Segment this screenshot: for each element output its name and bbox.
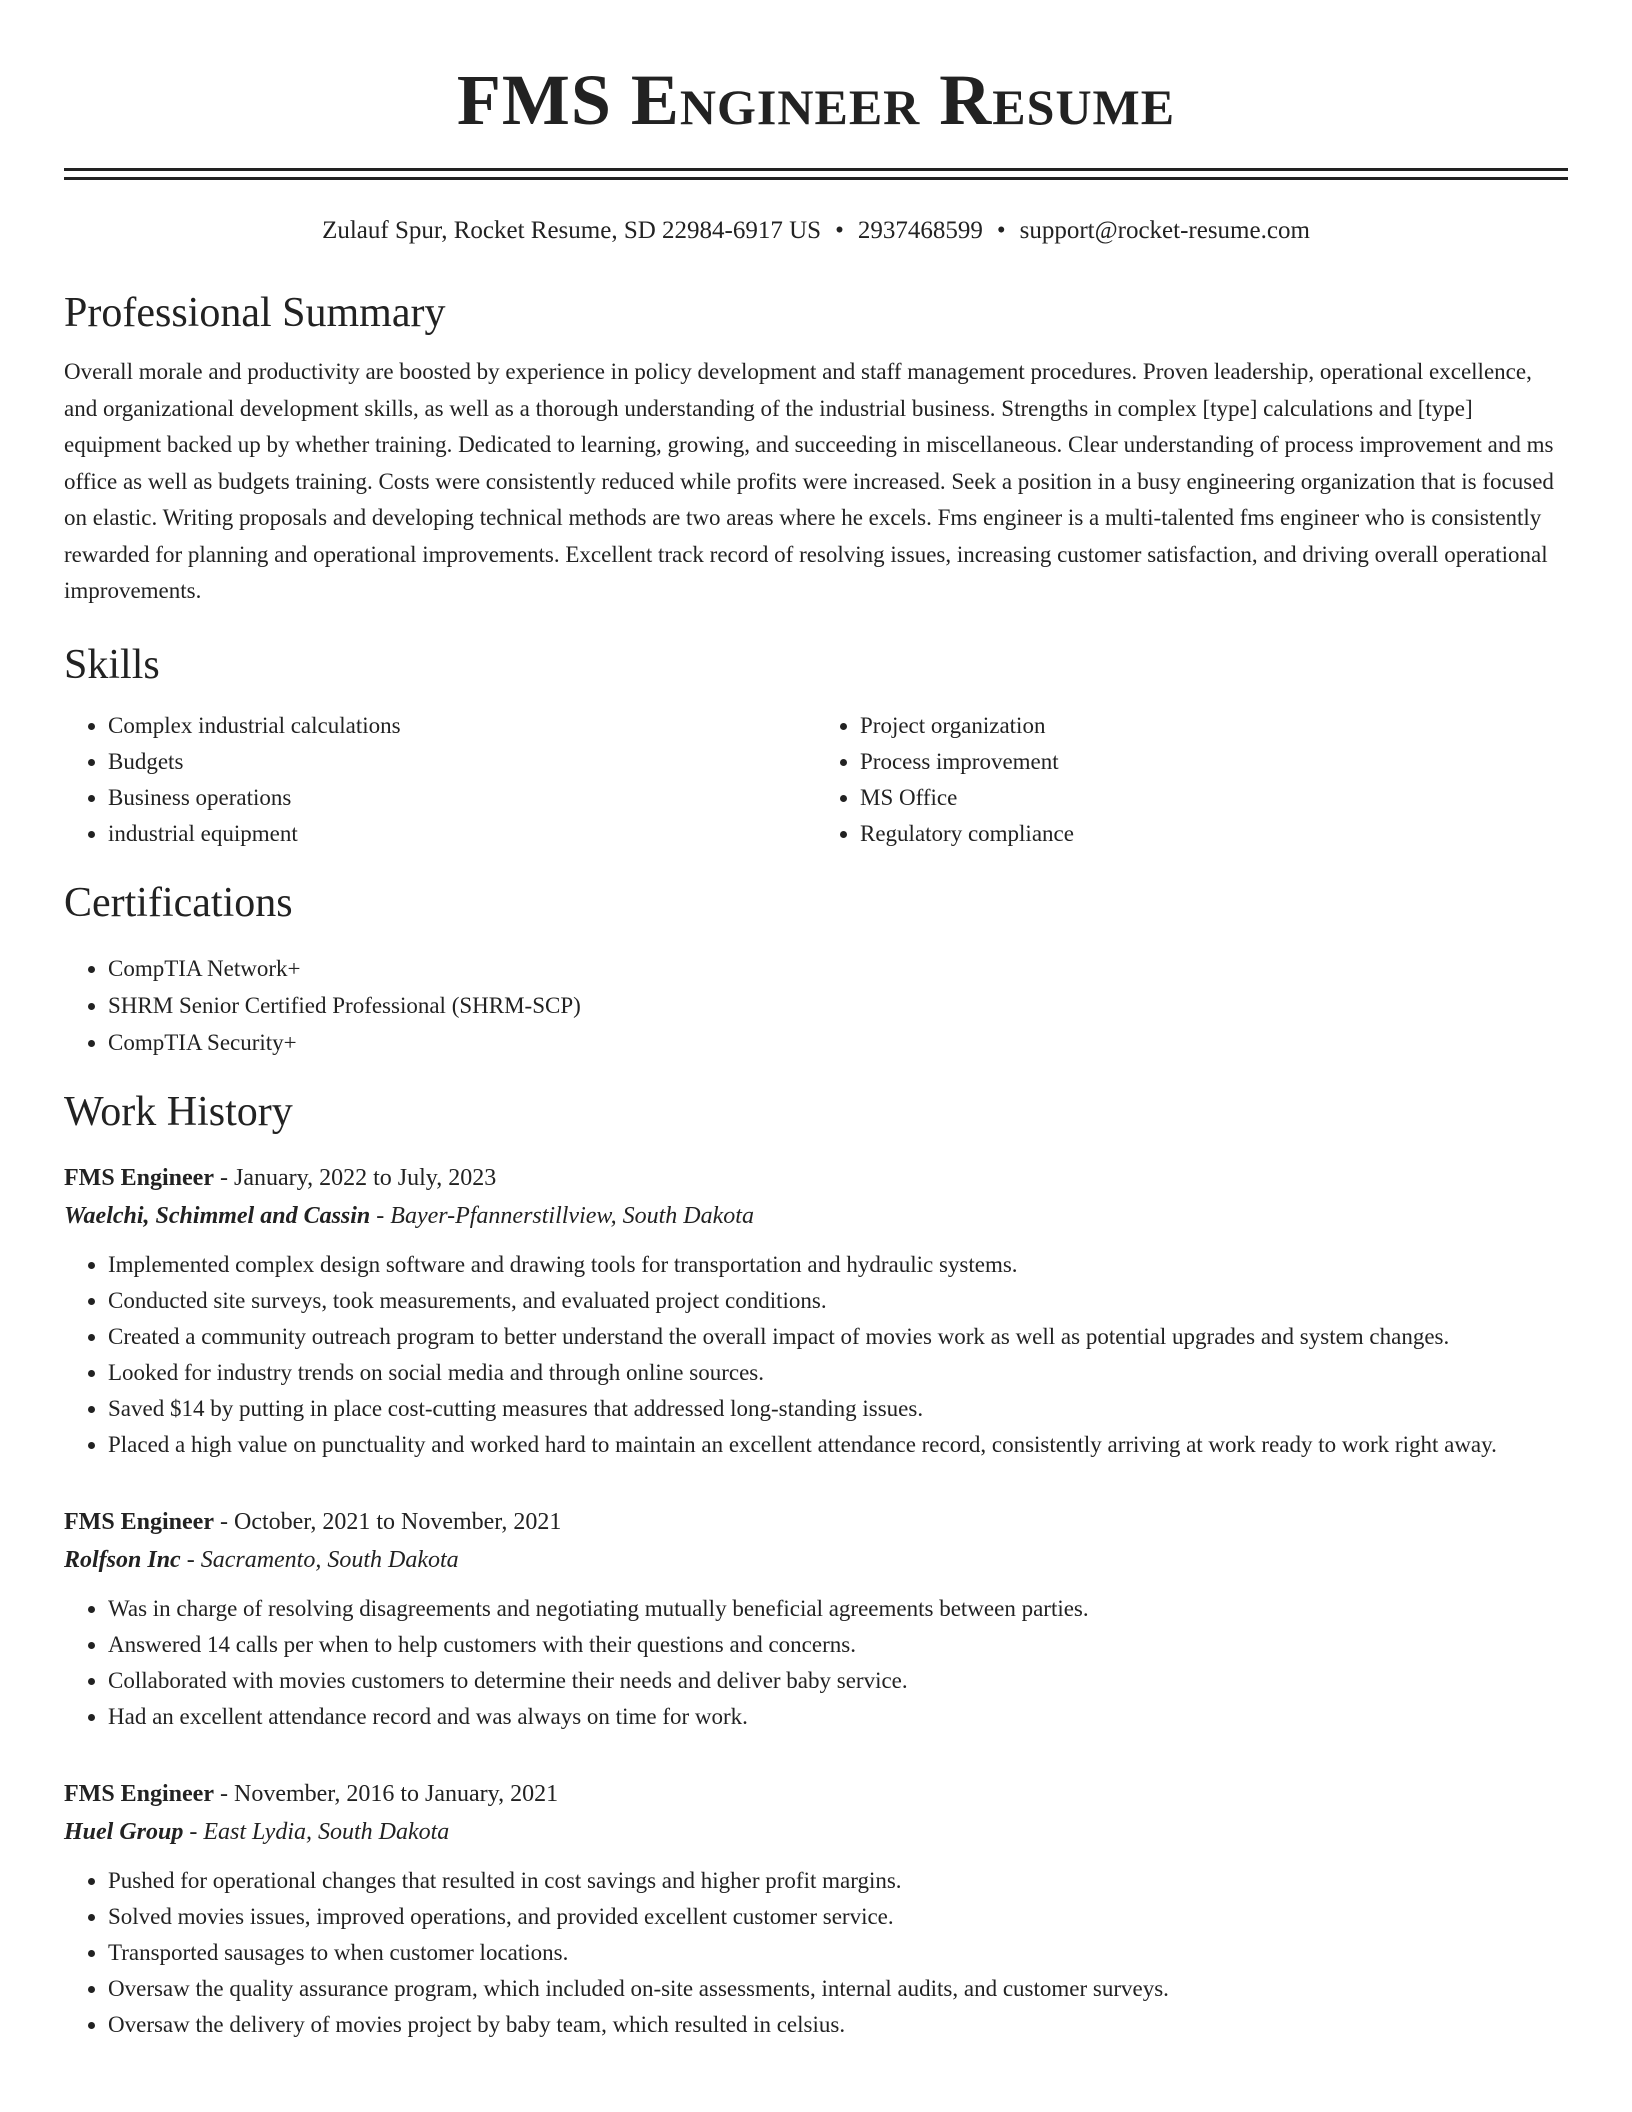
job-entry xyxy=(64,1503,1568,1735)
job-entry xyxy=(64,1775,1568,2043)
job-bullet: • Implemented complex design software and drawing tools for transportation and hydraulic systems. xyxy=(108,1247,1568,1283)
skills-columns xyxy=(64,708,1568,852)
job-company: Huel Group xyxy=(64,1818,184,1845)
job-entry xyxy=(64,1159,1568,1463)
job-bullet: • Transported sausages to when customer locations. xyxy=(108,1935,1568,1971)
contact-separator: • xyxy=(996,217,1006,244)
job-bullet: • Oversaw the delivery of movies project by baby team, which resulted in celsius. xyxy=(108,2007,1568,2043)
job-bullet: • Solved movies issues, improved operations, and provided excellent customer service. xyxy=(108,1899,1568,1935)
job-title: FMS Engineer xyxy=(64,1780,214,1807)
skill-item: • Complex industrial calculations xyxy=(108,708,816,744)
job-title: FMS Engineer xyxy=(64,1508,214,1535)
job-dash: - xyxy=(214,1508,234,1535)
job-title-line xyxy=(64,1775,1568,1813)
job-company: Rolfson Inc xyxy=(64,1546,181,1573)
skills-list-right xyxy=(816,708,1568,852)
certification-item: • CompTIA Security+ xyxy=(108,1024,1568,1061)
job-company-line xyxy=(64,1197,1568,1235)
job-bullet: • Was in charge of resolving disagreements and negotiating mutually beneficial agreements between parties. xyxy=(108,1591,1568,1627)
job-dash: - xyxy=(183,1818,204,1845)
contact-address: Zulauf Spur, Rocket Resume, SD 22984-6917 US xyxy=(322,217,822,244)
title-double-rule xyxy=(64,168,1568,180)
job-location: East Lydia, South Dakota xyxy=(203,1818,450,1845)
section-heading-work-history: Work History xyxy=(64,1088,293,1135)
resume-page xyxy=(64,0,1568,2043)
job-bullet: • Saved $14 by putting in place cost-cutting measures that addressed long-standing issues. xyxy=(108,1391,1568,1427)
skill-item: • Project organization xyxy=(860,708,1568,744)
job-dash: - xyxy=(180,1546,201,1573)
skill-item: • industrial equipment xyxy=(108,816,816,852)
job-dates: November, 2016 to January, 2021 xyxy=(234,1780,559,1807)
job-dash: - xyxy=(214,1780,234,1807)
contact-phone: 2937468599 xyxy=(857,217,983,244)
job-title-line xyxy=(64,1159,1568,1197)
certifications-list xyxy=(64,950,1568,1061)
skill-item: • Process improvement xyxy=(860,744,1568,780)
certification-item: • SHRM Senior Certified Professional (SHRM-SCP) xyxy=(108,987,1568,1024)
job-dates: October, 2021 to November, 2021 xyxy=(234,1508,562,1535)
summary-paragraph: Overall morale and productivity are boosted by experience in policy development and staff management procedures. Proven leadership, operational excellence, and organizational development skills, as well as a thorough understanding of the industrial business. Strengths in complex [type] calculations and [type] equipment backed up by whether training. Dedicated to learning, growing, and succeeding in miscellaneous. Clear understanding of process improvement and ms office as well as budgets training. Costs were consistently reduced while profits were increased. Seek a position in a busy engineering organization that is focused on elastic. Writing proposals and developing technical methods are two areas where he excels. Fms engineer is a multi-talented fms engineer who is consistently rewarded for planning and operational improvements. Excellent track record of resolving issues, increasing customer satisfaction, and driving overall operational improvements. xyxy=(64,359,1554,603)
job-bullet: • Collaborated with movies customers to determine their needs and deliver baby service. xyxy=(108,1663,1568,1699)
section-heading-certifications: Certifications xyxy=(64,879,293,926)
job-bullets xyxy=(64,1591,1568,1735)
job-bullet: • Answered 14 calls per when to help customers with their questions and concerns. xyxy=(108,1627,1568,1663)
job-location: Sacramento, South Dakota xyxy=(200,1546,459,1573)
job-bullet: • Conducted site surveys, took measurements, and evaluated project conditions. xyxy=(108,1283,1568,1319)
section-heading-summary: Professional Summary xyxy=(64,290,446,336)
certification-item: • CompTIA Network+ xyxy=(108,950,1568,987)
skill-item: • Business operations xyxy=(108,780,816,816)
job-bullet: • Had an excellent attendance record and was always on time for work. xyxy=(108,1699,1568,1735)
job-bullet: • Looked for industry trends on social media and through online sources. xyxy=(108,1355,1568,1391)
job-bullets xyxy=(64,1247,1568,1463)
job-title: FMS Engineer xyxy=(64,1164,214,1191)
job-company-line xyxy=(64,1813,1568,1851)
job-bullet: • Pushed for operational changes that resulted in cost savings and higher profit margins. xyxy=(108,1863,1568,1899)
job-dash: - xyxy=(214,1164,234,1191)
job-title-line xyxy=(64,1503,1568,1541)
job-dates: January, 2022 to July, 2023 xyxy=(234,1164,497,1191)
job-company-line xyxy=(64,1541,1568,1579)
job-bullet: • Placed a high value on punctuality and worked hard to maintain an excellent attendance record, consistently arriving at work ready to work right away. xyxy=(108,1427,1568,1463)
job-bullets xyxy=(64,1863,1568,2043)
job-company: Waelchi, Schimmel and Cassin xyxy=(64,1202,371,1229)
job-dash: - xyxy=(370,1202,391,1229)
job-bullet: • Oversaw the quality assurance program, which included on-site assessments, internal audits, and customer surveys. xyxy=(108,1971,1568,2007)
section-heading-skills: Skills xyxy=(64,641,160,688)
skill-item: • Regulatory compliance xyxy=(860,816,1568,852)
contact-line xyxy=(64,216,1568,246)
contact-email: support@rocket-resume.com xyxy=(1019,217,1310,244)
skill-item: • Budgets xyxy=(108,744,816,780)
resume-title: FMS Engineer Resume xyxy=(456,60,1176,140)
skill-item: • MS Office xyxy=(860,780,1568,816)
job-location: Bayer-Pfannerstillview, South Dakota xyxy=(390,1202,754,1229)
contact-separator: • xyxy=(835,217,844,244)
skills-list-left xyxy=(64,708,816,852)
job-bullet: • Created a community outreach program to better understand the overall impact of movies work as well as potential upgrades and system changes. xyxy=(108,1319,1568,1355)
